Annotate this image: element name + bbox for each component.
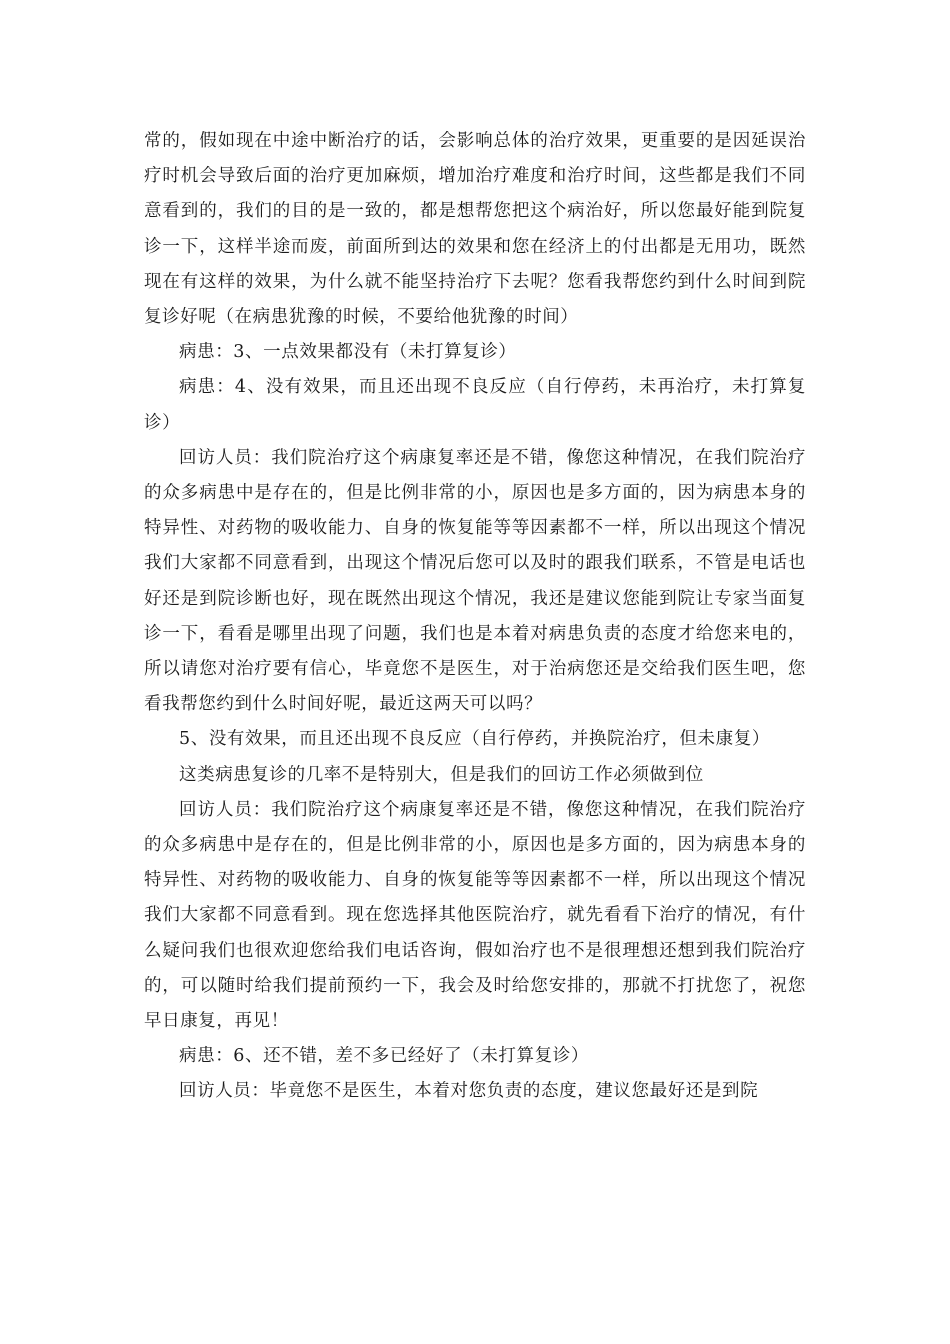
paragraph-case-5: 5、没有效果，而且还出现不良反应（自行停药，并换院治疗，但未康复）: [179, 729, 770, 750]
document-body: [144, 124, 806, 1110]
paragraph-patient-case-4: 病患：4、没有效果，而且还出现不良反应（自行停药，未再治疗，未打算复诊）: [144, 377, 806, 433]
paragraph-staff-reply-6: 回访人员：毕竟您不是医生，本着对您负责的态度，建议您最好还是到院: [179, 1081, 759, 1102]
paragraph-case-5-note: 这类病患复诊的几率不是特别大，但是我们的回访工作必须做到位: [179, 764, 704, 785]
paragraph-patient-case-6: 病患：6、还不错，差不多已经好了（未打算复诊）: [179, 1046, 589, 1067]
paragraph-staff-reply-5: 回访人员：我们院治疗这个病康复率还是不错，像您这种情况，在我们院治疗的众多病患中是存在的，但是比例非常的小，原因也是多方面的，因为病患本身的特异性、对药物的吸收能力、自身的恢复能等等因素都不一样，所以出现这个情况我们大家都不同意看到。现在您选择其他医院治疗，就先看看下治疗的情况，有什么疑问我们也很欢迎您给我们电话咨询，假如治疗也不是很理想还想到我们院治疗的，可以随时给我们提前预约一下，我会及时给您安排的，那就不打扰您了，祝您早日康复，再见！: [144, 799, 806, 1032]
paragraph-continuation: 常的，假如现在中途中断治疗的话，会影响总体的治疗效果，更重要的是因延误治疗时机会导致后面的治疗更加麻烦，增加治疗难度和治疗时间，这些都是我们不同意看到的，我们的目的是一致的，都是想帮您把这个病治好，所以您最好能到院复诊一下，这样半途而废，前面所到达的效果和您在经济上的付出都是无用功，既然现在有这样的效果，为什么就不能坚持治疗下去呢？您看我帮您约到什么时间到院复诊好呢（在病患犹豫的时候，不要给他犹豫的时间）: [144, 131, 806, 328]
paragraph-staff-reply-4: 回访人员：我们院治疗这个病康复率还是不错，像您这种情况，在我们院治疗的众多病患中是存在的，但是比例非常的小，原因也是多方面的，因为病患本身的特异性、对药物的吸收能力、自身的恢复能等等因素都不一样，所以出现这个情况我们大家都不同意看到，出现这个情况后您可以及时的跟我们联系，不管是电话也好还是到院诊断也好，现在既然出现这个情况，我还是建议您能到院让专家当面复诊一下，看看是哪里出现了问题，我们也是本着对病患负责的态度才给您来电的，所以请您对治疗要有信心，毕竟您不是医生，对于治病您还是交给我们医生吧，您看我帮您约到什么时间好呢，最近这两天可以吗？: [144, 447, 806, 715]
paragraph-patient-case-3: 病患：3、一点效果都没有（未打算复诊）: [179, 342, 517, 363]
